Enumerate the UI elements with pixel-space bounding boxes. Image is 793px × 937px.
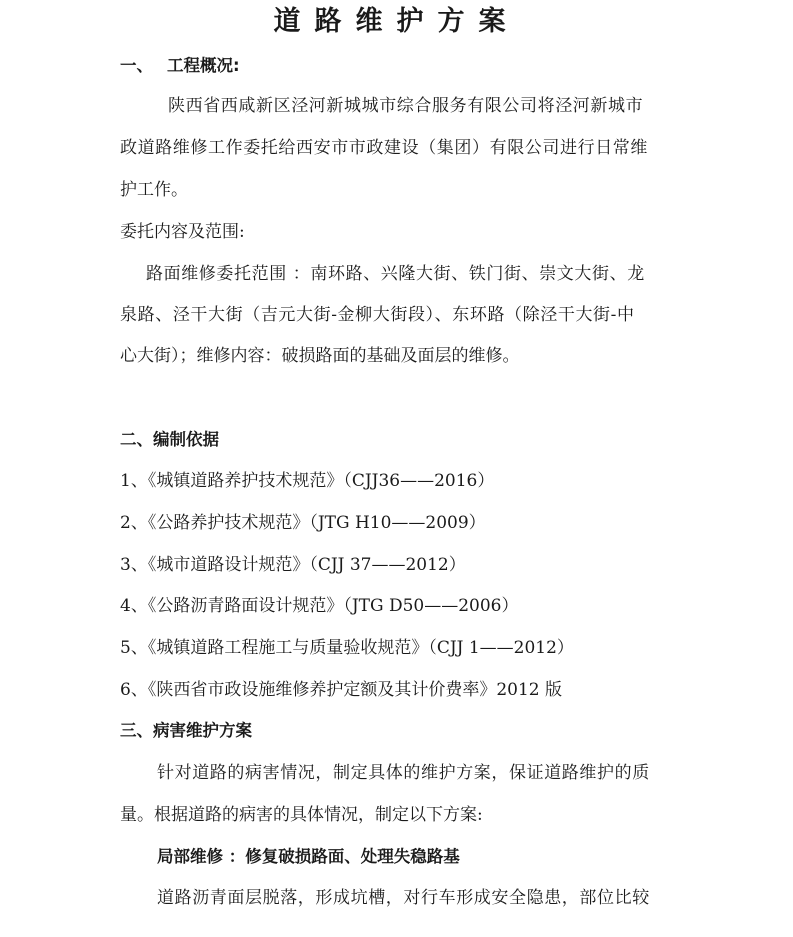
- reference-item: 4、《公路沥青路面设计规范》（JTG D50——2006）: [120, 596, 519, 616]
- reference-item: 1、《城镇道路养护技术规范》（CJJ36——2016）: [120, 471, 495, 491]
- section-1-number: 一、: [120, 56, 153, 75]
- scope-line-1: 路面维修委托范围 ：南环路、兴隆大街、铁门街、崇文大街、龙: [146, 264, 645, 284]
- reference-item: 5、《城镇道路工程施工与质量验收规范》（CJJ 1——2012）: [120, 638, 574, 658]
- reference-item: 3、《城市道路设计规范》（CJJ 37——2012）: [120, 555, 466, 575]
- section-3-para-line-2: 量。根据道路的病害的具体情况，制定以下方案:: [120, 805, 483, 825]
- reference-item: 2、《公路养护技术规范》（JTG H10——2009）: [120, 513, 486, 533]
- section-1-para-line-1: 陕西省西咸新区泾河新城城市综合服务有限公司将泾河新城市: [168, 96, 644, 116]
- reference-item: 6、《陕西省市政设施维修养护定额及其计价费率》2012 版: [120, 680, 562, 700]
- section-2-heading: 二、编制依据: [120, 430, 219, 449]
- scope-label: 委托内容及范围:: [120, 222, 245, 242]
- section-1-para-line-3: 护工作。: [120, 180, 188, 200]
- scope-line-3: 心大街）；维修内容：破损路面的基础及面层的维修。: [120, 346, 520, 366]
- section-3-subheading: 局部维修 ：修复破损路面、处理失稳路基: [157, 847, 460, 866]
- section-3-para-line-1: 针对道路的病害情况，制定具体的维护方案，保证道路维护的质: [157, 763, 650, 783]
- scope-line-2: 泉路、泾干大街（吉元大街-金柳大街段）、东环路（除泾干大街-中: [120, 305, 635, 325]
- section-3-para2-line-1: 道路沥青面层脱落，形成坑槽，对行车形成安全隐患，部位比较: [157, 888, 650, 908]
- section-1-para-line-2: 政道路维修工作委托给西安市市政建设（集团）有限公司进行日常维: [120, 138, 648, 158]
- section-1-heading: 工程概况:: [167, 56, 240, 75]
- document-title: 道路维护方案: [273, 6, 520, 37]
- section-3-heading: 三、病害维护方案: [120, 721, 252, 740]
